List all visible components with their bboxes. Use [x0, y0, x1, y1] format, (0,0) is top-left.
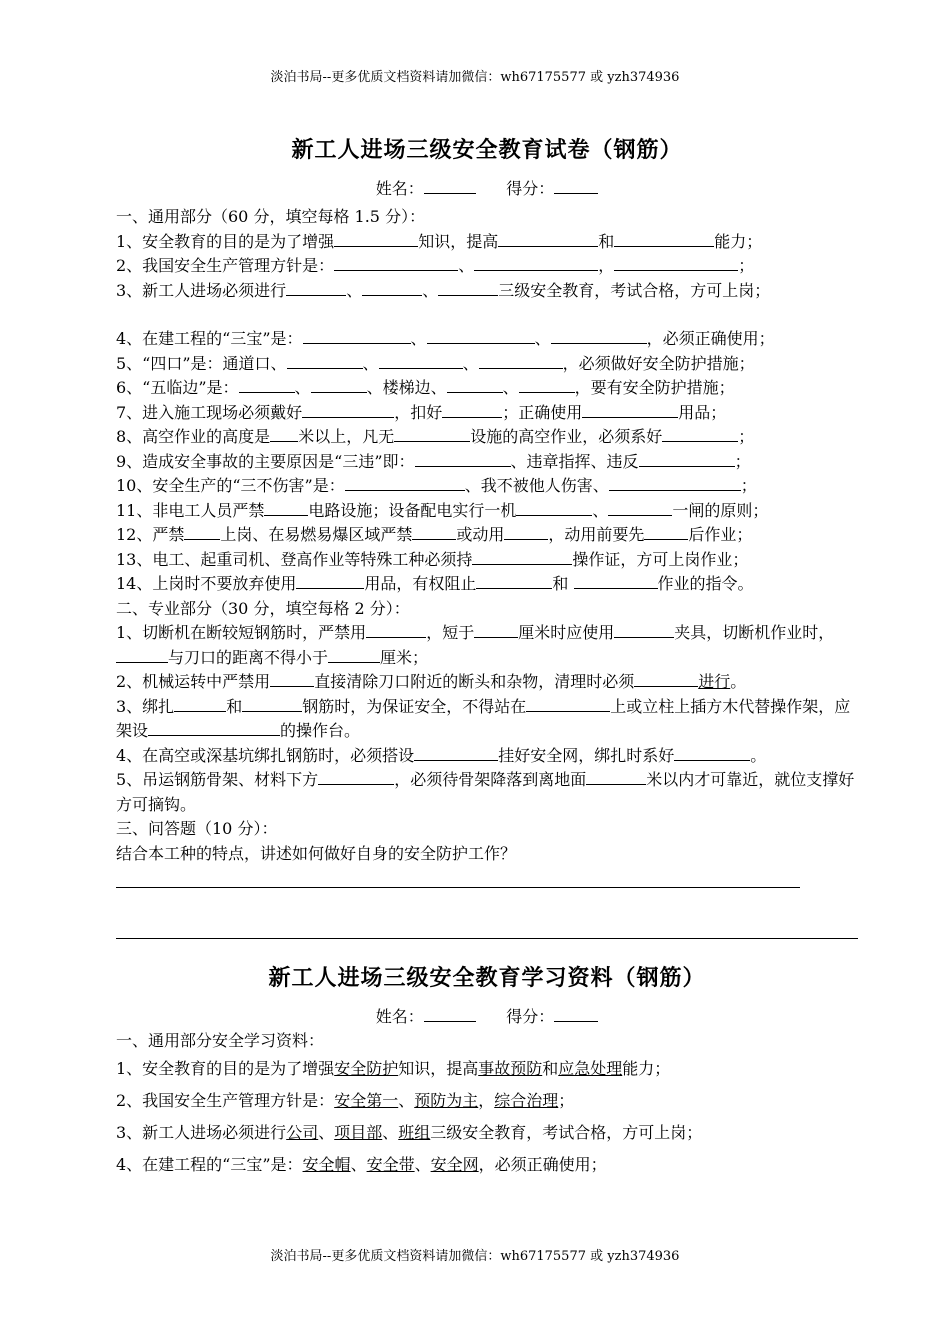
q-text: ；	[734, 451, 751, 471]
q-text: 14、上岗时不要放弃使用	[116, 574, 297, 593]
fill-blank[interactable]	[639, 451, 735, 467]
section-3-question: 结合本工种的特点，讲述如何做好自身的安全防护工作？	[116, 843, 517, 863]
s-text: 4、在建工程的“三宝”是：	[116, 1155, 303, 1174]
fill-blank[interactable]	[362, 280, 422, 296]
question-1-9	[116, 450, 858, 475]
q-text: ，	[598, 256, 615, 275]
q-text: 5、吊运钢筋骨架、材料下方	[116, 770, 319, 789]
q-text: ，要有安全防护措施；	[574, 378, 735, 397]
exam-section-1	[116, 205, 858, 597]
exam-section-3	[116, 817, 858, 888]
question-1-10	[116, 474, 858, 499]
fill-blank[interactable]	[574, 573, 658, 589]
fill-blank[interactable]	[318, 769, 394, 785]
fill-blank[interactable]	[442, 402, 502, 418]
q-text: 上岗、在易燃易爆区域严禁	[220, 525, 413, 544]
question-1-1	[116, 230, 858, 255]
q-text: 米以上，凡无	[298, 427, 395, 446]
fill-blank[interactable]	[662, 426, 738, 442]
fill-blank[interactable]	[427, 328, 535, 344]
fill-blank[interactable]	[498, 231, 598, 247]
fill-blank[interactable]	[270, 671, 314, 687]
exam-title: 新工人进场三级安全教育试卷（钢筋）	[291, 138, 683, 163]
q-text: 一闸的原则；	[672, 500, 769, 520]
question-1-8	[116, 425, 858, 450]
fill-blank[interactable]	[526, 696, 610, 712]
q-text: 、我不被他人伤害、	[464, 476, 609, 495]
q-text: 厘米；	[380, 647, 429, 667]
s-text: 、	[350, 1155, 367, 1174]
score-blank[interactable]	[554, 178, 598, 194]
q-text: 2、机械运转中严禁用	[116, 672, 271, 691]
q-text: 、	[534, 329, 551, 348]
q-text: ；	[738, 256, 755, 275]
study-line-2	[116, 1085, 858, 1117]
q-text: 11、非电工人员严禁	[116, 500, 265, 520]
q-text: 、	[410, 329, 427, 348]
q-text: 8、高空作业的高度是	[116, 427, 271, 446]
q-text: 4、在高空或深基坑绑扎钢筋时，必须搭设	[116, 745, 415, 765]
question-2-2	[116, 670, 858, 695]
question-1-11	[116, 499, 858, 524]
s-text: 3、新工人进场必须进行	[116, 1123, 287, 1142]
s-text: 、	[318, 1123, 335, 1142]
q-text: 、	[362, 353, 379, 373]
fill-blank[interactable]	[366, 622, 426, 638]
fill-blank[interactable]	[303, 328, 411, 344]
study-section	[116, 1029, 858, 1181]
question-1-4	[116, 327, 858, 352]
fill-blank[interactable]	[582, 402, 678, 418]
s-key: 安全带	[366, 1155, 415, 1174]
q-text: 或动用	[456, 525, 505, 544]
question-1-5	[116, 352, 858, 377]
study-title: 新工人进场三级安全教育学习资料（钢筋）	[268, 966, 706, 991]
fill-blank[interactable]	[474, 255, 598, 271]
question-1-13	[116, 548, 858, 573]
q-text: 米以内才可靠近，就位支撑好方可摘钩。	[116, 770, 855, 814]
s-text: ，必须正确使用；	[478, 1155, 607, 1174]
s-text: 2、我国安全生产管理方针是：	[116, 1091, 335, 1110]
fill-blank[interactable]	[551, 328, 647, 344]
name-label: 姓名：	[375, 1007, 424, 1026]
exam-section-2	[116, 597, 858, 818]
q-text: 4、在建工程的“三宝”是：	[116, 329, 303, 348]
q-text: ，扣好	[394, 402, 443, 422]
fill-blank[interactable]	[674, 745, 750, 761]
s-key: 安全防护	[334, 1059, 399, 1078]
fill-blank[interactable]	[270, 426, 298, 442]
fill-blank[interactable]	[184, 524, 220, 540]
name-blank[interactable]	[424, 1006, 476, 1022]
fill-blank[interactable]	[479, 353, 563, 369]
s-text: 、	[414, 1155, 431, 1174]
q-text: 夹具，切断机作业时，	[674, 623, 835, 642]
q-text: 上或立柱上插方木代替操作架，应架设	[116, 696, 851, 740]
q-text: 3、新工人进场必须进行	[116, 280, 287, 300]
fill-blank[interactable]	[302, 402, 394, 418]
fill-blank[interactable]	[242, 696, 302, 712]
q-text: 和	[552, 574, 569, 593]
s-key: 综合治理	[494, 1091, 559, 1110]
question-2-3	[116, 695, 858, 744]
s-key: 事故预防	[478, 1059, 543, 1078]
fill-blank[interactable]	[239, 377, 295, 393]
s-text: 三级安全教育，考试合格，方可上岗；	[430, 1123, 703, 1142]
q-text: 用品，有权阻止	[364, 574, 477, 593]
fill-blank[interactable]	[287, 353, 363, 369]
q-text: 直接清除刀口附近的断头和杂物，清理时必须	[314, 672, 635, 691]
s-key: 预防为主	[414, 1091, 479, 1110]
section-divider	[116, 937, 858, 939]
q-text: ；	[738, 427, 755, 446]
fill-blank[interactable]	[608, 500, 672, 516]
fill-blank[interactable]	[447, 377, 503, 393]
fill-blank[interactable]	[476, 573, 552, 589]
q-text: 设施的高空作业，必须系好	[470, 427, 663, 446]
fill-blank[interactable]	[634, 671, 698, 687]
q-text: 6、“五临边”是：	[116, 378, 239, 397]
question-2-4	[116, 744, 858, 769]
fill-blank[interactable]	[519, 377, 575, 393]
fill-blank[interactable]	[334, 255, 458, 271]
score-label: 得分：	[506, 179, 555, 198]
fill-blank[interactable]	[472, 549, 572, 565]
document-content	[116, 133, 858, 1181]
s-key: 安全帽	[302, 1155, 351, 1174]
s-text: ；	[558, 1091, 575, 1110]
q-text: 2、我国安全生产管理方针是：	[116, 256, 335, 275]
s-text: ，	[478, 1091, 495, 1110]
fill-blank[interactable]	[264, 500, 308, 516]
q-text: 、	[294, 378, 311, 397]
q-text: 用品；	[678, 402, 727, 422]
q-text: 和	[598, 231, 615, 251]
section-3-heading: 三、问答题（10 分）：	[116, 819, 278, 838]
fill-blank[interactable]	[415, 451, 511, 467]
q-text: 。	[730, 672, 747, 691]
study-line-4	[116, 1149, 858, 1181]
fill-blank[interactable]	[586, 769, 646, 785]
q-text: 10、安全生产的“三不伤害”是：	[116, 476, 345, 495]
fill-blank[interactable]	[311, 377, 367, 393]
q-text: 三级安全教育，考试合格，方可上岗；	[498, 280, 771, 300]
q-text: 能力；	[714, 231, 763, 251]
q-text: 电路设施；设备配电实行一机	[308, 500, 517, 520]
s-text: 1、安全教育的目的是为了增强	[116, 1059, 335, 1078]
study-line-1	[116, 1053, 858, 1085]
header-watermark-note: 淡泊书局--更多优质文档资料请加微信：wh67175577 或 yzh374936	[270, 70, 680, 85]
fill-blank[interactable]	[174, 696, 226, 712]
q-text: 挂好安全网，绑扎时系好	[498, 745, 675, 765]
q-text: 知识，提高	[418, 231, 499, 251]
section-1-heading: 一、通用部分（60 分，填空每格 1.5 分）：	[116, 207, 426, 226]
fill-blank[interactable]	[286, 280, 346, 296]
q-text: ；	[740, 476, 757, 495]
s-text: 、	[382, 1123, 399, 1142]
q-text: 、	[592, 500, 609, 520]
question-1-12	[116, 523, 858, 548]
q-text: 1、安全教育的目的是为了增强	[116, 231, 335, 251]
section-2-heading: 二、专业部分（30 分，填空每格 2 分）：	[116, 598, 410, 618]
study-heading: 一、通用部分安全学习资料：	[116, 1031, 325, 1050]
s-text: 能力；	[622, 1059, 671, 1078]
q-text: 9、造成安全事故的主要原因是“三违”即：	[116, 451, 415, 471]
q-text: 作业的指令。	[657, 574, 754, 593]
study-line-3	[116, 1117, 858, 1149]
fill-blank[interactable]	[438, 280, 498, 296]
fill-blank[interactable]	[148, 720, 280, 736]
study-meta	[116, 1004, 858, 1027]
q-text: 操作证，方可上岗作业；	[572, 549, 749, 569]
q-text: 5、“四口”是：通道口、	[116, 353, 287, 373]
q-text: 13、电工、起重司机、登高作业等特殊工种必须持	[116, 549, 473, 569]
question-1-2	[116, 254, 858, 279]
question-2-1	[116, 621, 858, 670]
question-1-3	[116, 279, 858, 304]
score-label: 得分：	[506, 1007, 555, 1026]
fill-blank[interactable]	[609, 475, 741, 491]
q-text: ，动用前要先	[548, 525, 645, 544]
s-key: 安全网	[430, 1155, 479, 1174]
fill-blank[interactable]	[644, 524, 688, 540]
s-key: 项目部	[334, 1123, 383, 1142]
q-text: 与刀口的距离不得小于	[168, 647, 329, 667]
s-text: 和	[542, 1059, 559, 1078]
q-text: 、楼梯边、	[366, 378, 447, 397]
fill-blank[interactable]	[474, 622, 518, 638]
fill-blank[interactable]	[334, 231, 418, 247]
q-text: ，短于	[426, 623, 475, 642]
question-1-14	[116, 572, 858, 597]
answer-line[interactable]	[116, 886, 800, 888]
q-text: 、	[502, 378, 519, 397]
fill-blank[interactable]	[345, 475, 465, 491]
name-label: 姓名：	[375, 179, 424, 198]
s-text: 、	[398, 1091, 415, 1110]
q-text: 后作业；	[688, 525, 753, 544]
fill-blank[interactable]	[504, 524, 548, 540]
q-text: 。	[750, 745, 767, 765]
q-text: 、	[422, 280, 439, 300]
score-blank[interactable]	[554, 1006, 598, 1022]
q-text: 、违章指挥、违反	[510, 451, 639, 471]
q-text: ，必须正确使用；	[646, 329, 775, 348]
fill-blank[interactable]	[412, 524, 456, 540]
fill-blank[interactable]	[296, 573, 364, 589]
fill-blank[interactable]	[328, 647, 380, 663]
fill-blank[interactable]	[614, 255, 738, 271]
q-text: 、	[346, 280, 363, 300]
s-key: 安全第一	[334, 1091, 399, 1110]
question-2-5	[116, 768, 858, 817]
q-text: 、	[458, 256, 475, 275]
q-text: 7、进入施工现场必须戴好	[116, 402, 303, 422]
s-key: 公司	[286, 1123, 319, 1142]
fill-blank[interactable]	[516, 500, 592, 516]
fill-blank[interactable]	[116, 647, 168, 663]
q-text: 3、绑扎	[116, 696, 175, 716]
q-text: 厘米时应使用	[518, 623, 615, 642]
q-text: 和	[226, 696, 243, 716]
q-text: 12、严禁	[116, 525, 185, 544]
exam-meta	[116, 176, 858, 199]
question-1-6	[116, 376, 858, 401]
q-text: 、	[462, 353, 479, 373]
footer-watermark-note: 淡泊书局--更多优质文档资料请加微信：wh67175577 或 yzh374936	[270, 1249, 680, 1264]
s-key: 班组	[398, 1123, 431, 1142]
s-key: 应急处理	[558, 1059, 623, 1078]
q-text: 钢筋时，为保证安全，不得站在	[302, 696, 527, 716]
q-text: 1、切断机在断较短钢筋时，严禁用	[116, 623, 367, 642]
q-text-underlined: 进行	[698, 672, 731, 691]
q-text: 的操作台。	[280, 721, 361, 740]
fill-blank[interactable]	[614, 622, 674, 638]
fill-blank[interactable]	[614, 231, 714, 247]
name-blank[interactable]	[424, 178, 476, 194]
q-text: ；正确使用	[502, 402, 583, 422]
fill-blank[interactable]	[394, 426, 470, 442]
fill-blank[interactable]	[379, 353, 463, 369]
question-1-7	[116, 401, 858, 426]
q-text: ，必须做好安全防护措施；	[562, 353, 755, 373]
s-text: 知识，提高	[398, 1059, 479, 1078]
fill-blank[interactable]	[414, 745, 498, 761]
q-text: ，必须待骨架降落到离地面	[394, 770, 587, 789]
